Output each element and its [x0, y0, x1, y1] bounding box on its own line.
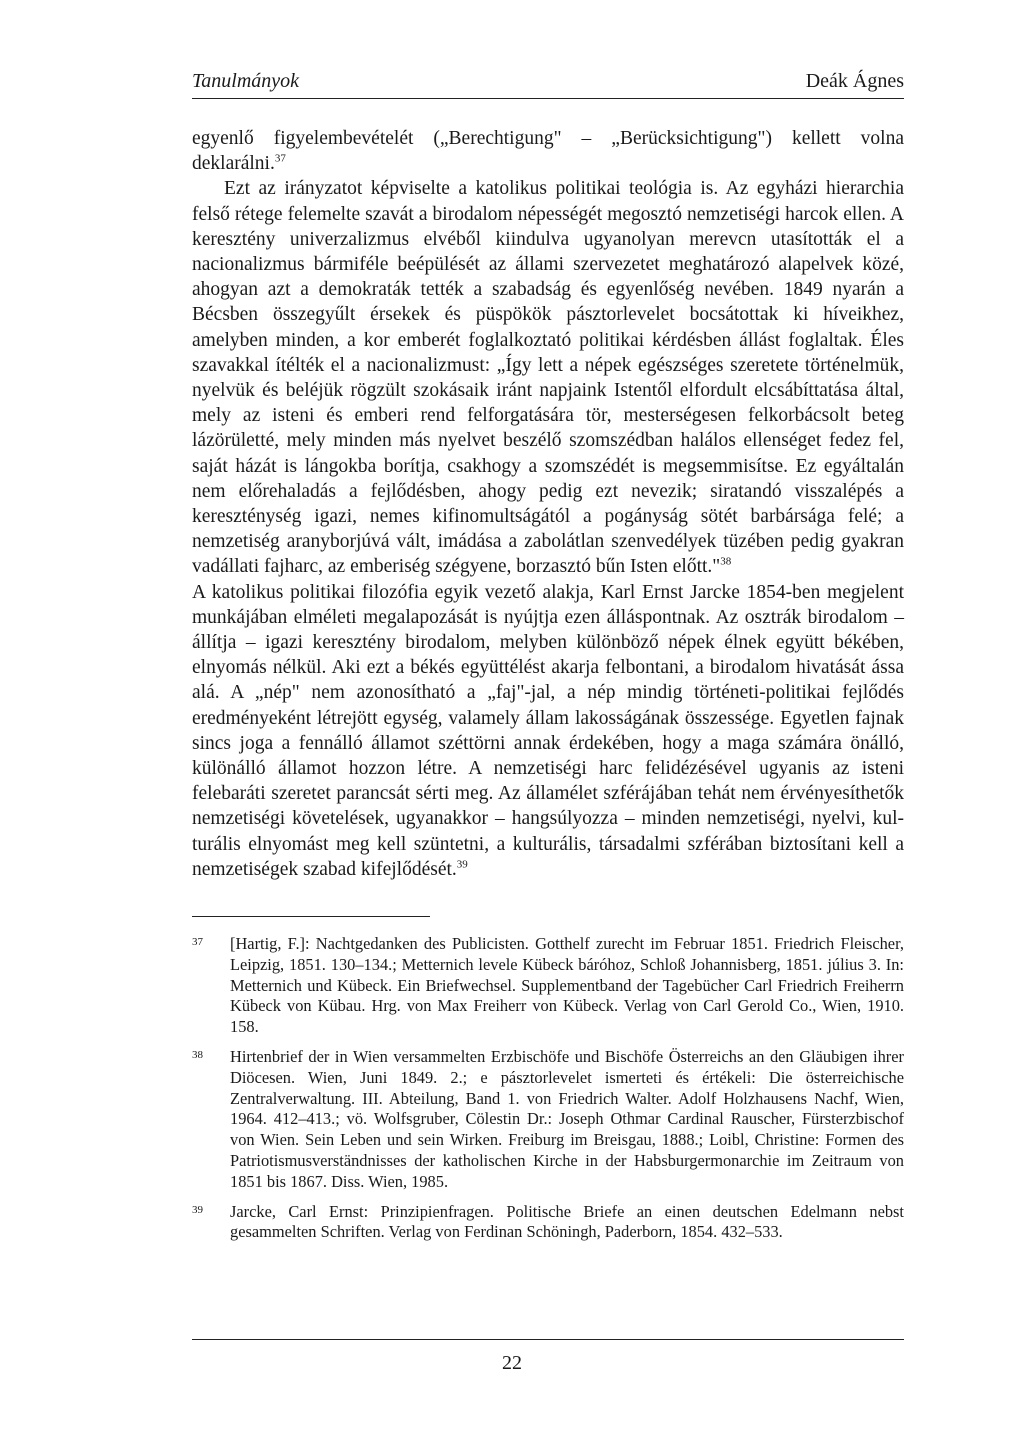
footnote-ref-37[interactable]: 37: [274, 152, 286, 165]
paragraph-2: [192, 176, 904, 579]
main-text: [192, 126, 904, 882]
footnote-text: [Hartig, F.]: Nachtgedanken des Publicisten. Gotthelf zurecht im Februar 1851. Friedrich Fleischer, Leipzig, 1851. 130–134.; Metternich levele Kübeck báróhoz, Schloß Johannisberg, 1851. július 3. In: Metternich und Kübeck. Ein Briefwechsel. Supplementband der Tagebücher Carl Friedrich Freiherrn Kübeck von Kübau. Hrg. von Max Freiherr von Kübeck. Verlag von Carl Gerold Co., Wien, 1910. 158.: [230, 934, 904, 1037]
footnote-separator: [192, 916, 430, 917]
page-number-rule: [192, 1339, 904, 1340]
footnote-text: Jarcke, Carl Ernst: Prinzipienfragen. Politische Briefe an einen deutschen Edelmann nebst gesammelten Schriften. Verlag von Ferdinan Schöningh, Paderborn, 1854. 432–533.: [230, 1201, 904, 1242]
paragraph-1: [192, 126, 904, 176]
footnote-37: [192, 934, 904, 1038]
footnote-number: 38: [192, 1048, 203, 1061]
paragraph-3-text: A katolikus politikai filozófia egyik vezető alakja, Karl Ernst Jarcke 1854-ben megjelent munkájában elméleti megalapozását is nyújtja ezen álláspontnak. Az osztrák birodalom – állítja – igazi keresztény birodalom, melyben különböző népek élnek együtt békében, elnyomás nélkül. Aki ezt a békés együttélést akarja felbontani, a birodalom hivatását ássa alá. A „nép" nem azonosítható a „faj"-jal, a nép mindig történeti-politikai fejlődés eredményeként létrejött egység, valamely állam lakosságának összessége. Egyetlen fajnak sincs joga a fennálló államot széttörni annak érdekében, hogy a maga számára önálló, különálló államot hozzon létre. A nemzetiségi harc felidézésével ugyanis az isteni felebaráti szeretet parancsát sérti meg. Az államélet szférájában tehát nem érvényesíthetők nemzetiségi követelések, ugyanakkor – hangsúlyozza – minden nemzetiségi, nyelvi, kulturális elnyomást meg kell szüntetni, a kulturális, társadalmi szférában biztosítani kell a nemzetiségek szabad kifejlődését.: [192, 581, 904, 880]
footnotes: [192, 934, 904, 1252]
paragraph-2-text: Ezt az irányzatot képviselte a katolikus politikai teológia is. Az egyházi hierarchia felső rétege felemelte szavát a birodalom népességét megosztó nemzetiségi harcok ellen. A keresztény univerzalizmus elvéből kiindulva ugyanolyan merevcn utasították el a nacionalizmus bármiféle beépülését az állami szervezetet meghatározó alapelvek közé, ahogyan azt a demokraták tették a szabadság és egyenlőség nevében. 1849 nyarán a Bécsben összegyűlt érsekek és püspökök pásztorlevelet bocsátottak ki híveikhez, amelyben minden, a kor emberét foglalkoztató politikai kérdésben állást foglaltak. Éles szavakkal ítélték el a nacionalizmust: „Így lett a népek egészséges szeretete történelmük, nyelvük és beléjük rögzült szokásaik iránt napjaink Istentől elfordult elcsábíttatása által, mely az isteni és emberi rend felforgatására tör, mesterségesen felkorbácsolt beteg lázörületté, mely minden más nyelvet beszélő szomszédban halálos ellenséget fedez fel, saját házát is lángokba borítja, csakhogy a szomszédét is megsemmisítse. Ez egyáltalán nem előrehaladás a fejlődésben, ahogy pedig ezt nevezik; siratandó visszalépés a kereszténység igazi, nemes kifinomultságától a pogányság sötét barbársága felé; a nemzetiség aranyborjúvá vált, imádása a zabolátlan szenvedélyek tüzében pedig gyakran vadállati fajharc, az emberiség szégyene, borzasztó bűn Isten előtt.": [192, 178, 904, 578]
paragraph-3: [192, 580, 904, 882]
page-number: 22: [502, 1352, 522, 1374]
footnote-number: 39: [192, 1203, 203, 1216]
paragraph-1-text: egyenlő figyelembevételét („Berechtigung" – „Berücksichtigung") kellett volna deklarálni.: [192, 128, 904, 175]
footnote-number: 37: [192, 936, 203, 948]
footnote-ref-39[interactable]: 39: [456, 858, 468, 871]
header-section-title: Tanulmányok: [192, 70, 300, 92]
header-author: Deák Ágnes: [805, 70, 904, 92]
running-header: [192, 64, 904, 99]
footnote-ref-38[interactable]: 38: [720, 555, 732, 568]
footnote-38: [192, 1047, 904, 1193]
footnote-39: [192, 1202, 904, 1244]
footnote-text: Hirtenbrief der in Wien versammelten Erzbischöfe und Bischöfe Österreichs an den Gläubigen ihrer Diöcesen. Wien, Juni 1849. 2.; e pásztorlevelet ismerteti és értékeli: Die österreichische Zentralverwaltung. III. Abteilung, Band 1. von Friedrich Walter. Adolf Holzhausens Nachf, Wien, 1964. 412–413.; vö. Wolfsgruber, Cölestin Dr.: Joseph Othmar Cardinal Rauscher, Fürsterzbischof von Wien. Sein Leben und sein Wirken. Freiburg im Breisgau, 1888.; Loibl, Christine: Formen des Patriotismusverständnisses der katholischen Kirche in der Habsburgermonarchie im Zeitraum von 1851 bis 1867. Diss. Wien, 1985.: [230, 1046, 904, 1191]
